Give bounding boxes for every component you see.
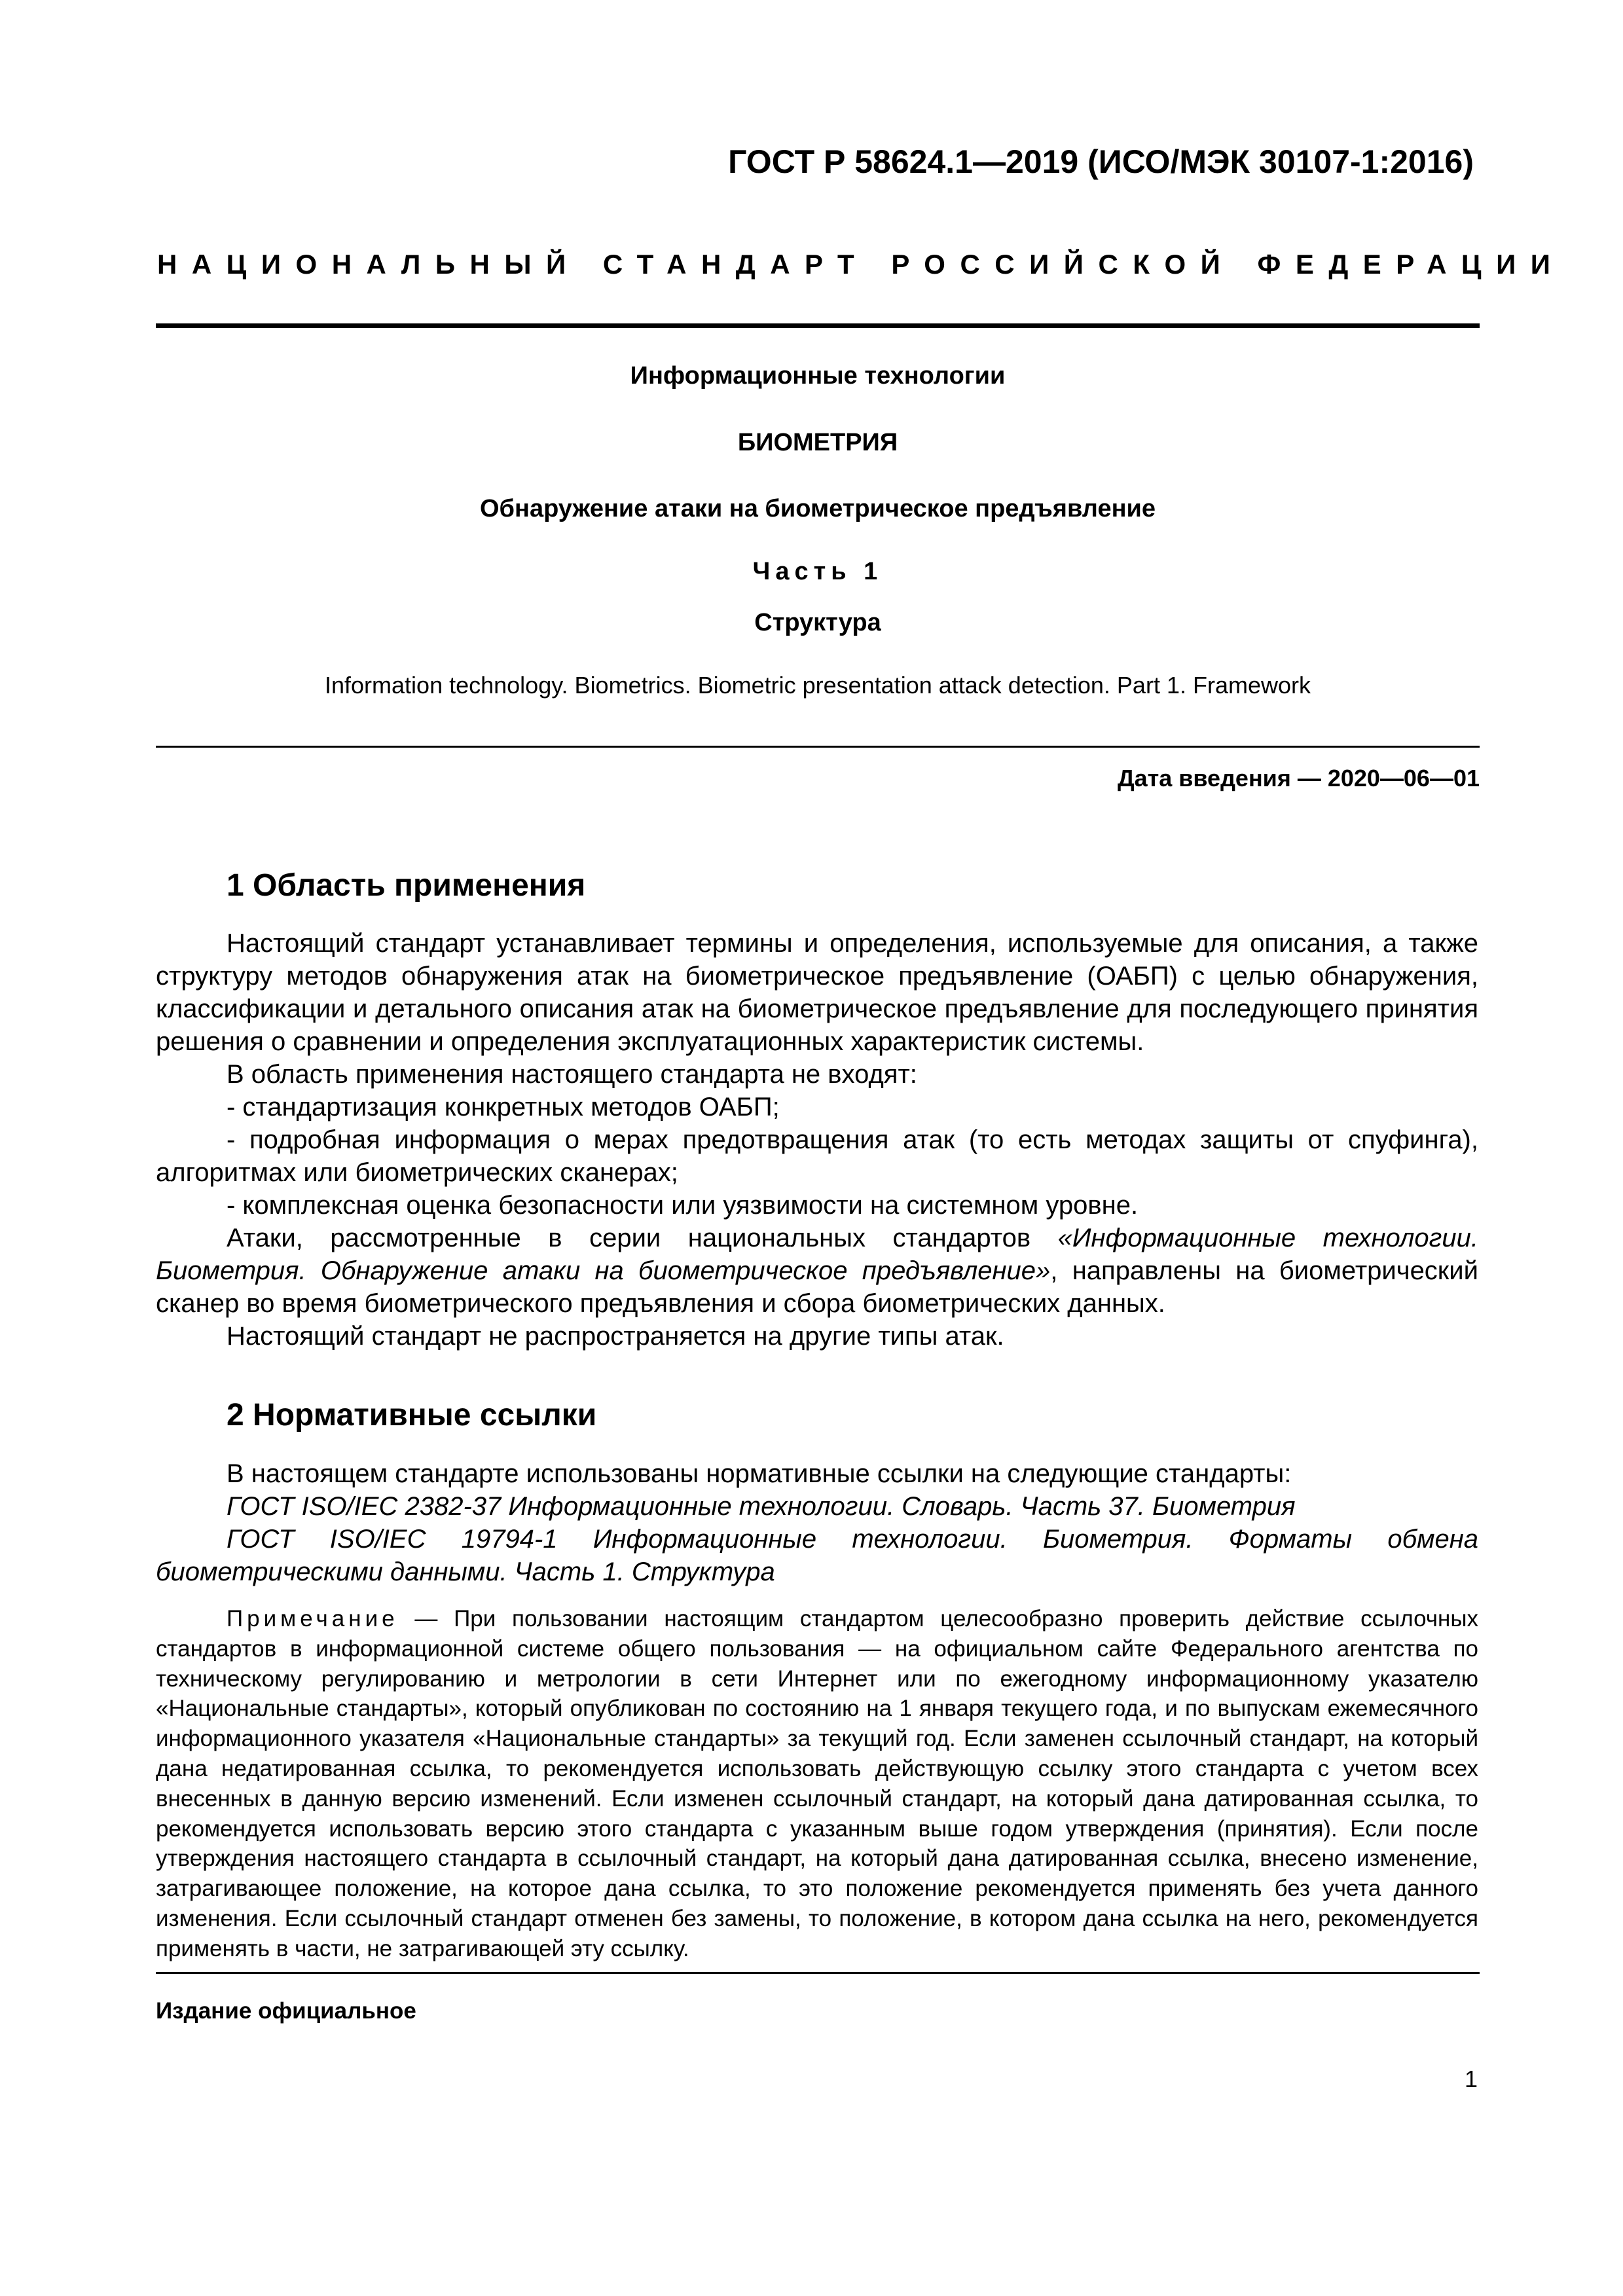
note-block <box>156 1604 1478 1964</box>
section-1-heading: 1 Область применения <box>227 868 586 903</box>
section-1-bullet: - подробная информация о мерах предотвращения атак (то есть методах защиты от спуфинга), алгоритмах или биометрических сканерах; <box>156 1125 1478 1187</box>
title-divider <box>156 746 1480 748</box>
normative-reference <box>156 1490 1478 1523</box>
document-code: ГОСТ Р 58624.1—2019 (ИСО/МЭК 30107-1:2016) <box>728 143 1474 180</box>
title-english: Information technology. Biometrics. Biometric presentation attack detection. Part 1. Framework <box>325 672 1311 699</box>
text-run: Атаки, рассмотренные в серии национальных стандартов <box>227 1224 1058 1252</box>
section-1-paragraph <box>156 1222 1478 1320</box>
section-1-bullet: - стандартизация конкретных методов ОАБП; <box>227 1093 780 1121</box>
section-2-paragraph: В настоящем стандарте использованы нормативные ссылки на следующие стандарты: <box>227 1459 1292 1488</box>
note-label: Примечание <box>227 1606 399 1631</box>
section-1-paragraph: Настоящий стандарт не распространяется на другие типы атак. <box>227 1322 1004 1351</box>
title-part: Часть 1 <box>752 558 883 585</box>
header-divider <box>156 323 1480 328</box>
title-subtitle: Структура <box>754 609 881 636</box>
section-1-paragraph: Настоящий стандарт устанавливает термины и определения, используемые для описания, а также структуру методов обнаружения атак на биометрическое предъявление (ОАБП) с целью обнаружения, классификации и детального описания атак на биометрическое предъявление для последующего принятия решения о сравнении и определения эксплуатационных характеристик системы. <box>156 929 1478 1056</box>
text-run: , направлены на биометрический сканер во время биометрического предъявления и сбора биометрических данных. <box>156 1256 1478 1318</box>
official-edition-label: Издание официальное <box>156 1998 416 2024</box>
title-line-3: Обнаружение атаки на биометрическое предъявление <box>479 495 1156 522</box>
section-1-body <box>156 927 1478 1353</box>
series-title: «Информационные технологии. Биометрия. Обнаружение атаки на биометрическое предъявление» <box>156 1224 1478 1285</box>
title-line-2: БИОМЕТРИЯ <box>737 429 898 456</box>
note-text: — При пользовании настоящим стандартом целесообразно проверить действие ссылочных стандартов в информационной системе общего пользования — на официальном сайте Федерального агентства по техническому регулированию и метрологии в сети Интернет или по ежегодному информационному указателю «Национальные стандарты», который опубликован по состоянию на 1 января текущего года, и по выпускам ежемесячного информационного указателя «Национальные стандарты» за текущий год. Если заменен ссылочный стандарт, на который дана недатированная ссылка, то рекомендуется использовать действующую ссылку этого стандарта с учетом всех внесенных в данную версию изменений. Если изменен ссылочный стандарт, на который дана датированная ссылка, то рекомендуется использовать версию этого стандарта с указанным выше годом утверждения (принятия). Если после утверждения настоящего стандарта в ссылочный стандарт, на который дана датированная ссылка, внесено изменение, затрагивающее положение, на которое дана ссылка, то это положение рекомендуется применять без учета данного изменения. Если ссылочный стандарт отменен без замены, то положение, в котором дана ссылка на него, рекомендуется применять в части, не затрагивающей эту ссылку. <box>156 1606 1478 1961</box>
footer-divider <box>156 1972 1480 1974</box>
section-1-bullet: - комплексная оценка безопасности или уязвимости на системном уровне. <box>227 1191 1139 1220</box>
section-2-heading: 2 Нормативные ссылки <box>227 1398 597 1432</box>
note-paragraph <box>156 1604 1478 1964</box>
section-1-paragraph: В область применения настоящего стандарта не входят: <box>227 1060 917 1089</box>
section-2-body <box>156 1457 1478 1588</box>
title-line-1: Информационные технологии <box>630 362 1006 390</box>
introduction-date: Дата введения — 2020—06—01 <box>1117 765 1480 792</box>
reference-text: ГОСТ ISO/IEC 2382-37 Информационные технологии. Словарь. Часть 37. Биометрия <box>227 1492 1296 1521</box>
page-number: 1 <box>1464 2066 1478 2092</box>
national-standard-banner: НАЦИОНАЛЬНЫЙ СТАНДАРТ РОССИЙСКОЙ ФЕДЕРАЦИИ <box>157 249 1565 280</box>
normative-reference <box>156 1523 1478 1588</box>
reference-text: ГОСТ ISO/IEC 19794-1 Информационные технологии. Биометрия. Форматы обмена биометрическими данными. Часть 1. Структура <box>156 1525 1478 1586</box>
